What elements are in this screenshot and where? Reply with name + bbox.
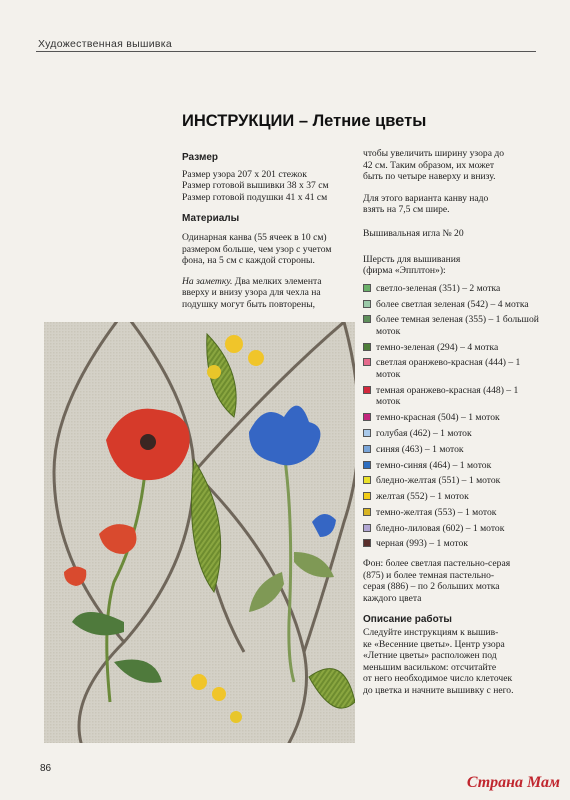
work-line: от него необходимое число клеточек <box>363 673 513 685</box>
buttercup-icon <box>207 365 221 379</box>
buttercup-icon <box>230 711 242 723</box>
variant-line: Для этого варианта канву надо <box>363 192 489 204</box>
work-heading: Описание работы <box>363 614 452 626</box>
yarn-item <box>363 314 543 337</box>
color-swatch-icon <box>363 343 371 351</box>
yarn-label: темно-синяя (464) – 1 моток <box>376 459 492 471</box>
yarn-label: более темная зеленая (355) – 1 большой моток <box>376 314 539 337</box>
buttercup-icon <box>225 335 243 353</box>
color-swatch-icon <box>363 300 371 308</box>
variant-paragraph <box>363 193 543 216</box>
color-swatch-icon <box>363 524 371 532</box>
color-swatch-icon <box>363 492 371 500</box>
note-line: Два мелких элемента <box>232 275 322 287</box>
yarn-label: бледно-желтая (551) – 1 моток <box>376 475 501 487</box>
yarn-heading <box>363 254 543 277</box>
continuation-line: чтобы увеличить ширину узора до <box>363 148 505 159</box>
work-line: меньшим васильком: отсчитайте <box>363 661 497 673</box>
continuation-line: быть по четыре наверху и внизу. <box>363 171 496 183</box>
work-line: «Летние цветы» расположен под <box>363 650 497 662</box>
variant-line: взять на 7,5 см шире. <box>363 204 450 216</box>
continuation-paragraph <box>363 148 543 183</box>
poppy-center-icon <box>140 434 156 450</box>
yarn-item <box>363 342 543 354</box>
yarn-item <box>363 491 543 503</box>
note-paragraph <box>182 276 357 311</box>
work-line: ке «Весенние цветы». Центр узора <box>363 638 505 650</box>
canvas-line: фона, на 5 см с каждой стороны. <box>182 255 315 267</box>
yarn-item <box>363 385 543 408</box>
work-line: Следуйте инструкциям к вышив- <box>363 627 499 639</box>
yarn-item <box>363 444 543 456</box>
size-line: Размер узора 207 х 201 стежок <box>182 168 307 180</box>
yarn-item <box>363 507 543 519</box>
yarn-label: синяя (463) – 1 моток <box>376 443 464 455</box>
color-swatch-icon <box>363 386 371 394</box>
canvas-paragraph <box>182 232 357 267</box>
yarn-label: голубая (462) – 1 моток <box>376 428 472 439</box>
color-swatch-icon <box>363 315 371 323</box>
note-line: вверху и внизу узора для чехла на <box>182 287 321 299</box>
size-heading: Размер <box>182 152 219 163</box>
left-text-column <box>182 152 357 319</box>
yarn-item <box>363 460 543 472</box>
buttercup-icon <box>212 687 226 701</box>
background-line: каждого цвета <box>363 592 422 604</box>
buttercup-icon <box>248 350 264 366</box>
note-line: подушку могут быть повторены, <box>182 298 316 310</box>
size-line: Размер готовой подушки 41 х 41 см <box>182 191 328 203</box>
yarn-item <box>363 538 543 550</box>
site-watermark: Страна Мам <box>466 774 560 791</box>
yarn-item <box>363 357 543 380</box>
yarn-label: темно-красная (504) – 1 моток <box>376 412 500 424</box>
work-paragraph <box>363 627 543 697</box>
page-number: 86 <box>40 763 52 774</box>
yarn-label: бледно-лиловая (602) – 1 моток <box>376 522 505 534</box>
yarn-label: черная (993) – 1 моток <box>376 538 468 550</box>
yarn-item <box>363 299 543 311</box>
yarn-heading-line: Шерсть для вышивания <box>363 253 461 265</box>
color-swatch-icon <box>363 539 371 547</box>
yarn-label: светлая оранжево-красная (444) – 1 моток <box>376 357 521 381</box>
color-swatch-icon <box>363 413 371 421</box>
yarn-label: темно-зеленая (294) – 4 мотка <box>376 341 499 353</box>
background-paragraph <box>363 558 543 604</box>
canvas-line: Одинарная канва (55 ячеек в 10 см) <box>182 231 327 243</box>
continuation-line: 42 см. Таким образом, их может <box>363 159 495 171</box>
yarn-label: темная оранжево-красная (448) – 1 моток <box>376 384 519 408</box>
size-paragraph <box>182 169 357 204</box>
right-text-column <box>363 148 543 705</box>
yarn-label: более светлая зеленая (542) – 4 мотка <box>376 298 529 310</box>
page-title: ИНСТРУКЦИИ – Летние цветы <box>182 112 427 130</box>
materials-heading: Материалы <box>182 213 240 225</box>
yarn-label: темно-желтая (553) – 1 моток <box>376 506 497 518</box>
yarn-item <box>363 412 543 424</box>
color-swatch-icon <box>363 445 371 453</box>
note-label: На заметку. <box>182 275 233 287</box>
color-swatch-icon <box>363 358 371 366</box>
yarn-label: светло-зеленая (351) – 2 мотка <box>376 282 501 294</box>
yarn-label: желтая (552) – 1 моток <box>376 491 469 503</box>
yarn-item <box>363 523 543 535</box>
canvas-line: размером больше, чем узор с учетом <box>182 243 332 255</box>
yarn-item <box>363 428 543 440</box>
running-head: Художественная вышивка <box>38 38 173 50</box>
color-swatch-icon <box>363 461 371 469</box>
background-line: (875) и более темная пастельно- <box>363 569 495 581</box>
yarn-heading-line: (фирма «Эпплтон»): <box>363 265 446 277</box>
embroidery-photo <box>44 322 355 743</box>
background-line: Фон: более светлая пастельно-серая <box>363 558 511 570</box>
yarn-list <box>363 283 543 550</box>
background-line: серая (886) – по 2 больших мотка <box>363 581 500 593</box>
needle-text: Вышивальная игла № 20 <box>363 227 464 239</box>
header-rule <box>36 51 536 52</box>
color-swatch-icon <box>363 284 371 292</box>
note-first-line <box>182 276 357 288</box>
work-line: до цветка и начните вышивку с него. <box>363 685 514 696</box>
size-line: Размер готовой вышивки 38 х 37 см <box>182 180 329 192</box>
yarn-item <box>363 283 543 295</box>
buttercup-icon <box>191 674 207 690</box>
color-swatch-icon <box>363 476 371 484</box>
yarn-item <box>363 475 543 487</box>
color-swatch-icon <box>363 508 371 516</box>
color-swatch-icon <box>363 429 371 437</box>
